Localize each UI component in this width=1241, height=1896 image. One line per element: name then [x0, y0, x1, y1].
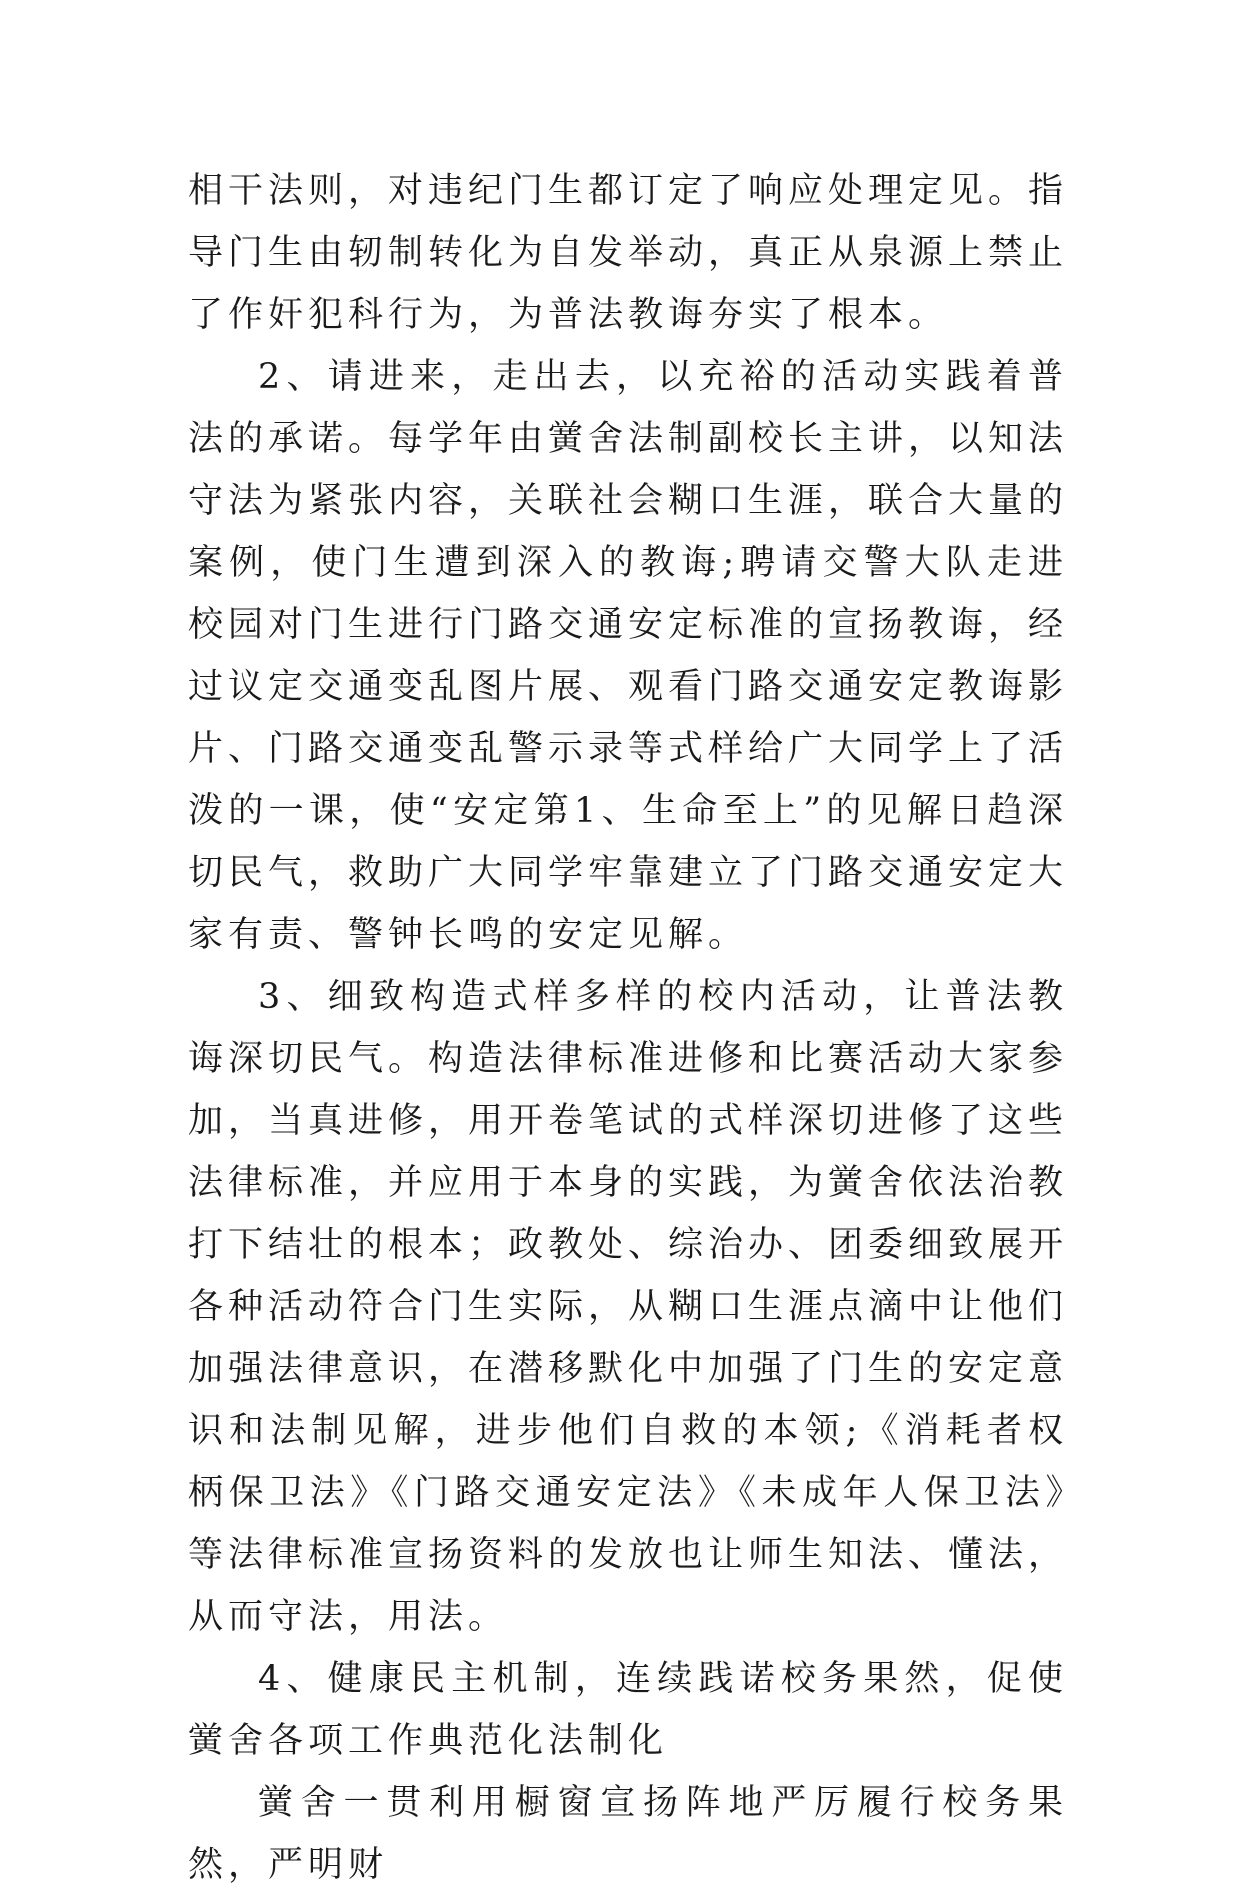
paragraph-item-3: 3、细致构造式样多样的校内活动，让普法教诲深切民气。构造法律标准进修和比赛活动大家参加，当真进修，用开卷笔试的式样深切进修了这些法律标准，并应用于本身的实践，为黉舍依法治教打下结壮的根本；政教处、综治办、团委细致展开各种活动符合门生实际，从糊口生涯点滴中让他们加强法律意识，在潜移默化中加强了门生的安定意识和法制见解，进步他们自救的本领;《消耗者权柄保卫法》《门路交通安定法》《未成年人保卫法》等法律标准宣扬资料的发放也让师生知法、懂法，从而守法，用法。: [188, 977, 1069, 1637]
paragraph-item-4: 4、健康民主机制，连续践诺校务果然，促使黉舍各项工作典范化法制化: [188, 1659, 1068, 1761]
paragraph-continuation: 相干法则，对违纪门生都订定了响应处理定见。指导门生由轫制转化为自发举动，真正从泉源上禁止了作奸犯科行为，为普法教诲夯实了根本。: [188, 171, 1069, 335]
document-body: [188, 160, 1068, 1896]
paragraph-final: 黉舍一贯利用橱窗宣扬阵地严厉履行校务果然，严明财: [188, 1783, 1068, 1885]
paragraph-item-2: 2、请进来，走出去，以充裕的活动实践着普法的承诺。每学年由黉舍法制副校长主讲，以知法守法为紧张内容，关联社会糊口生涯，联合大量的案例，使门生遭到深入的教诲;聘请交警大队走进校园对门生进行门路交通安定标准的宣扬教诲，经过议定交通变乱图片展、观看门路交通安定教诲影片、门路交通变乱警示录等式样给广大同学上了活泼的一课，使“安定第1、生命至上”的见解日趋深切民气，救助广大同学牢靠建立了门路交通安定大家有责、警钟长鸣的安定见解。: [188, 357, 1069, 955]
